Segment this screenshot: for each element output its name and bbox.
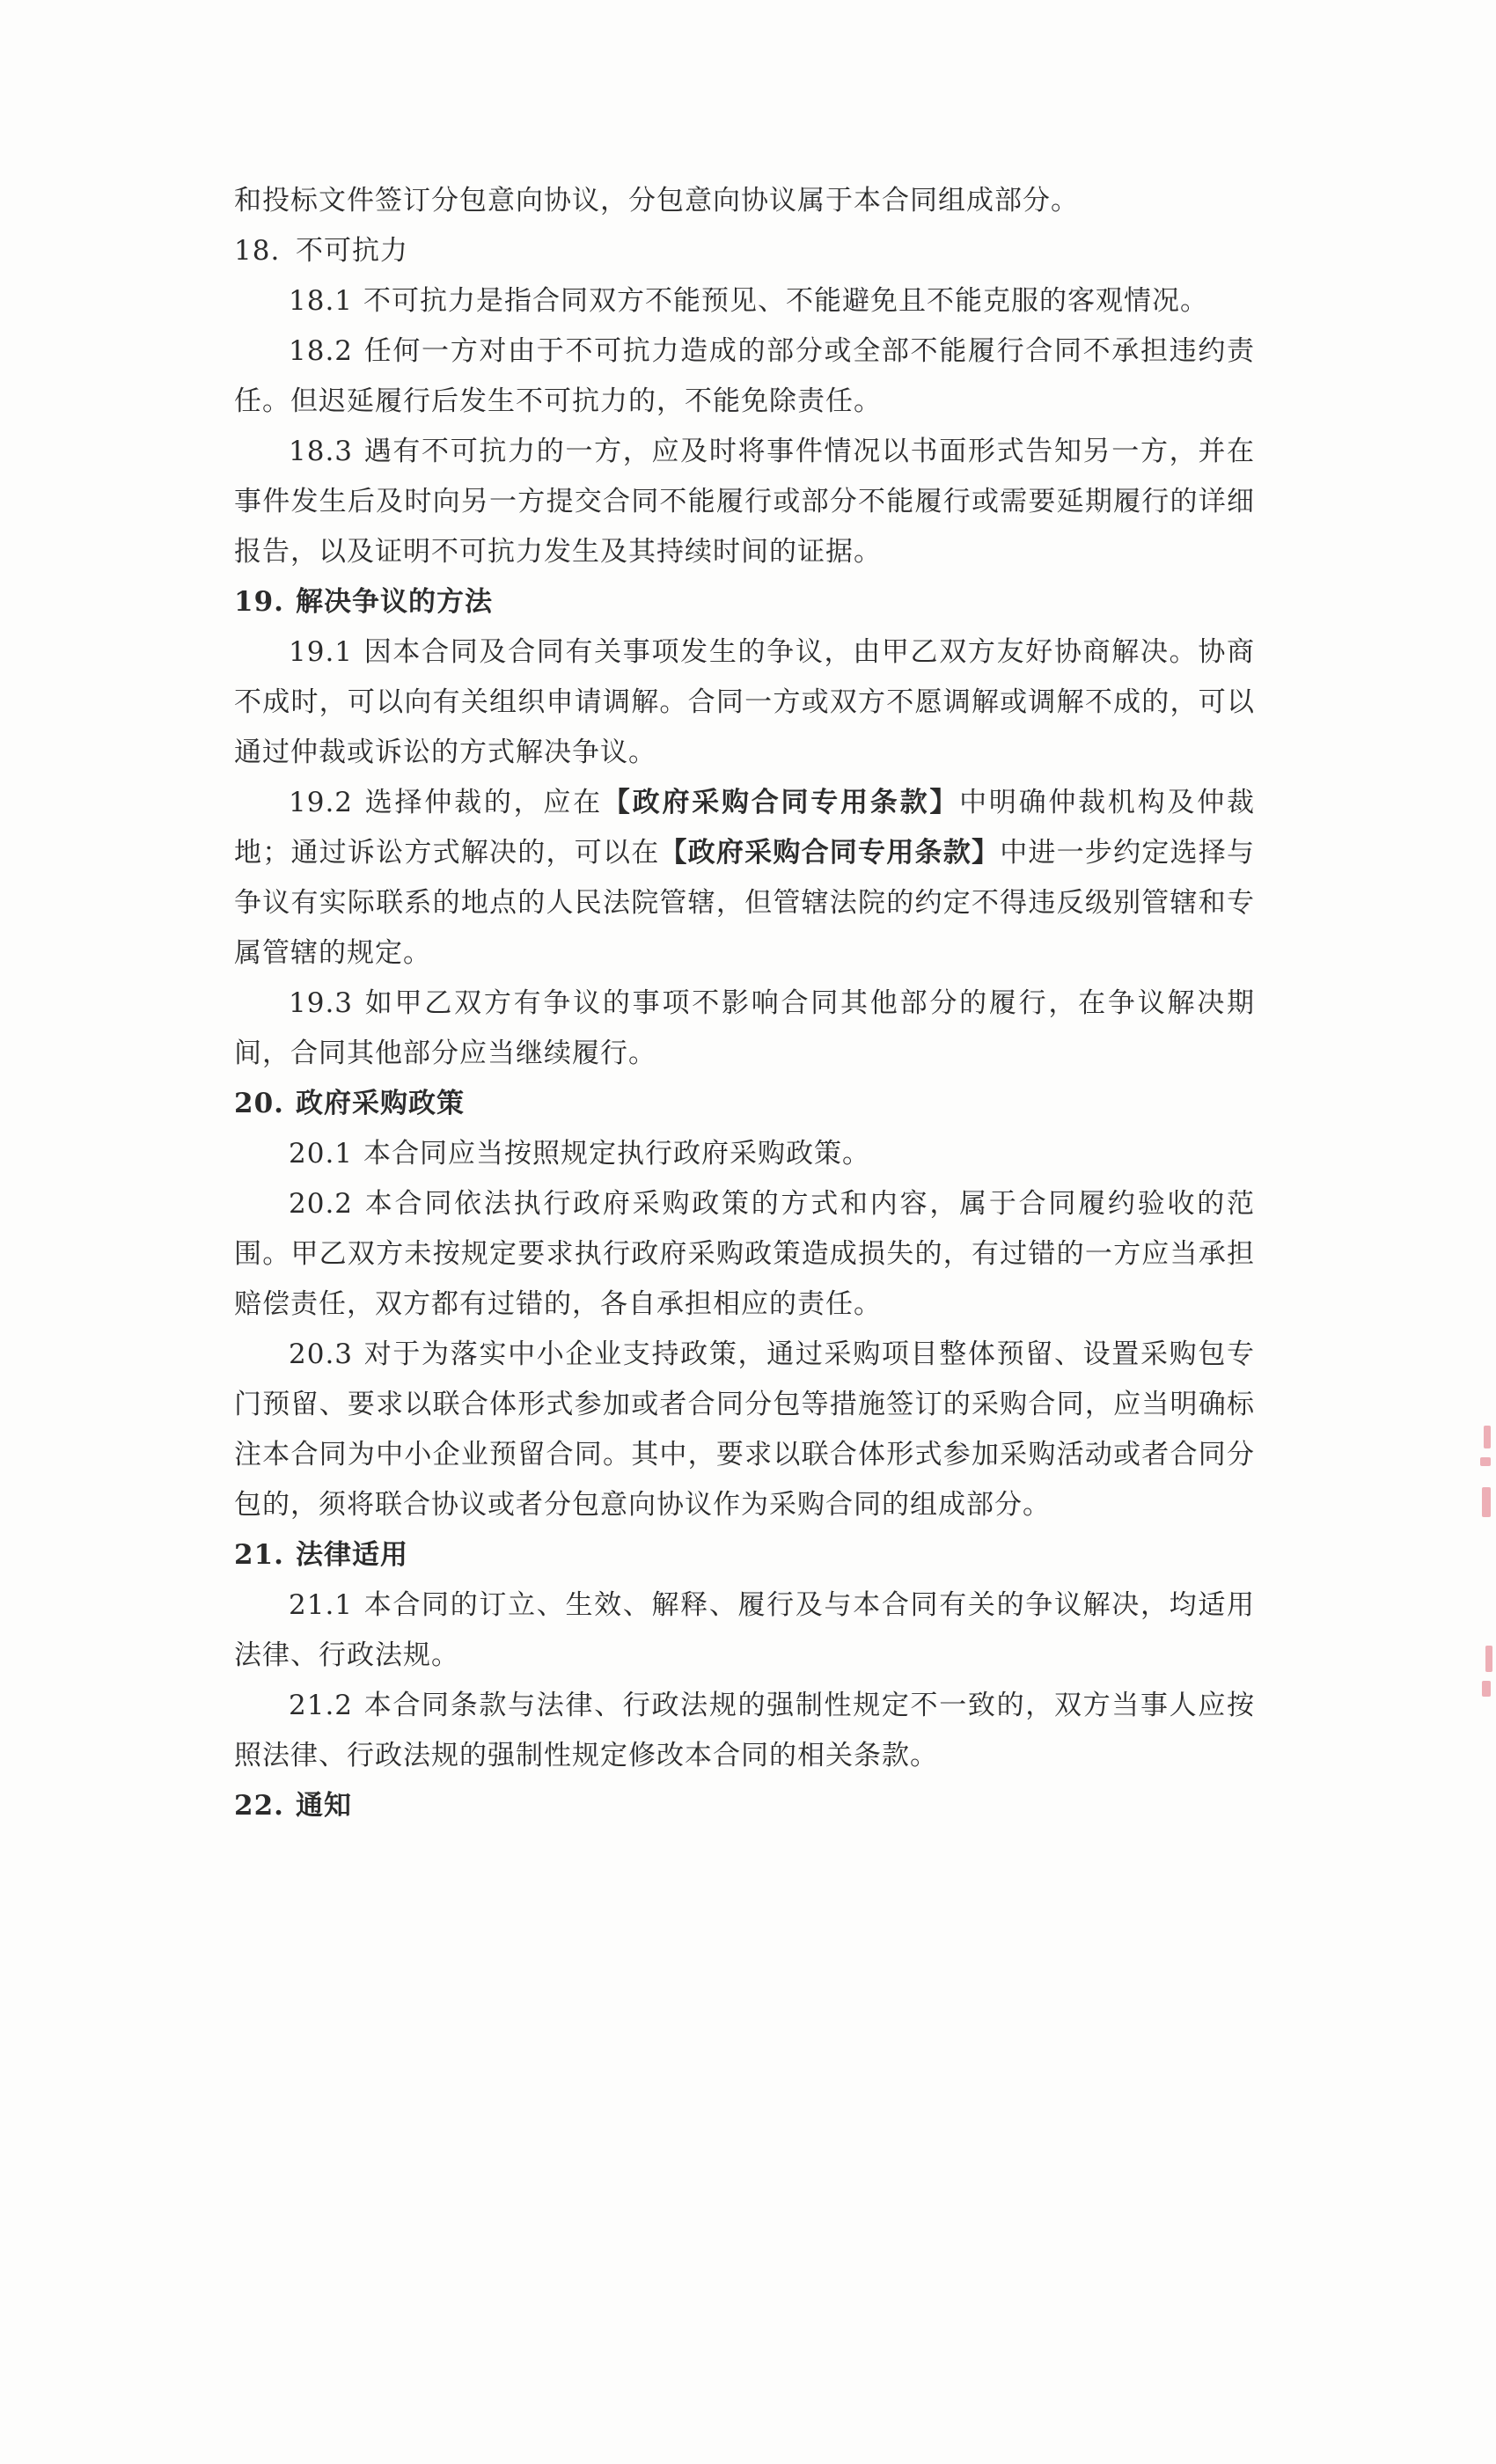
special-terms-reference: 【政府采购合同专用条款】	[602, 787, 960, 818]
seal-stamp-fragment	[1471, 1426, 1496, 1707]
clause-number: 18.3	[289, 436, 354, 467]
section-number: 19.	[234, 586, 284, 618]
clause-text: 因本合同及合同有关事项发生的争议，由甲乙双方友好协商解决。协商不成时，可以向有关组织申请调解。合同一方或双方不愿调解或调解不成的，可以通过仲裁或诉讼的方式解决争议。	[234, 636, 1255, 768]
document-body	[234, 176, 1255, 1831]
section-21	[234, 1530, 1255, 1781]
clause-19-3	[234, 979, 1255, 1079]
clause-number: 19.2	[289, 787, 354, 818]
clause-18-2	[234, 326, 1255, 427]
clause-number: 21.1	[289, 1589, 354, 1621]
section-22	[234, 1781, 1255, 1831]
clause-text: 对于为落实中小企业支持政策，通过采购项目整体预留、设置采购包专门预留、要求以联合体形式参加或者合同分包等措施签订的采购合同，应当明确标注本合同为中小企业预留合同。其中，要求以联合体形式参加采购活动或者合同分包的，须将联合协议或者分包意向协议作为采购合同的组成部分。	[234, 1338, 1255, 1521]
section-heading	[234, 226, 1255, 276]
section-heading	[234, 577, 1255, 627]
clause-text: 如甲乙双方有争议的事项不影响合同其他部分的履行，在争议解决期间，合同其他部分应当继续履行。	[234, 987, 1255, 1069]
section-number: 22.	[234, 1790, 284, 1822]
clause-text-part: 中明确仲裁机构及仲裁地；通过诉讼方式解决的，可以在	[234, 787, 1255, 869]
clause-text-part: 选择仲裁的，应在	[363, 787, 603, 818]
clause-21-2	[234, 1681, 1255, 1781]
clause-number: 19.1	[289, 636, 354, 668]
clause-21-1	[234, 1580, 1255, 1681]
section-heading	[234, 1530, 1255, 1580]
clause-18-3	[234, 427, 1255, 577]
section-number: 21.	[234, 1539, 284, 1571]
section-title: 法律适用	[296, 1539, 408, 1571]
section-number: 20.	[234, 1088, 284, 1119]
section-title: 通知	[296, 1790, 352, 1822]
section-18	[234, 226, 1255, 577]
section-title: 政府采购政策	[296, 1088, 465, 1119]
clause-text: 本合同应当按照规定执行政府采购政策。	[363, 1138, 871, 1170]
clause-19-2	[234, 778, 1255, 979]
clause-text: 本合同的订立、生效、解释、履行及与本合同有关的争议解决，均适用法律、行政法规。	[234, 1589, 1255, 1671]
clause-number: 19.3	[289, 987, 354, 1019]
section-heading	[234, 1781, 1255, 1831]
clause-20-1	[234, 1129, 1255, 1179]
clause-number: 18.2	[289, 335, 354, 367]
section-19	[234, 577, 1255, 1079]
clause-text: 本合同条款与法律、行政法规的强制性规定不一致的，双方当事人应按照法律、行政法规的强制性规定修改本合同的相关条款。	[234, 1690, 1255, 1771]
clause-text: 遇有不可抗力的一方，应及时将事件情况以书面形式告知另一方，并在事件发生后及时向另一方提交合同不能履行或部分不能履行或需要延期履行的详细报告，以及证明不可抗力发生及其持续时间的证据。	[234, 436, 1255, 568]
clause-number: 20.2	[289, 1188, 354, 1220]
section-20	[234, 1079, 1255, 1530]
clause-number: 21.2	[289, 1690, 354, 1721]
intro-line: 和投标文件签订分包意向协议，分包意向协议属于本合同组成部分。	[234, 185, 1079, 216]
clause-number: 20.1	[289, 1138, 354, 1170]
clause-20-3	[234, 1330, 1255, 1530]
clause-19-1	[234, 627, 1255, 778]
clause-text: 本合同依法执行政府采购政策的方式和内容，属于合同履约验收的范围。甲乙双方未按规定要求执行政府采购政策造成损失的，有过错的一方应当承担赔偿责任，双方都有过错的，各自承担相应的责任。	[234, 1188, 1255, 1320]
clause-number: 20.3	[289, 1338, 354, 1370]
section-number: 18.	[234, 235, 281, 267]
clause-text: 任何一方对由于不可抗力造成的部分或全部不能履行合同不承担违约责任。但迟延履行后发生不可抗力的，不能免除责任。	[234, 335, 1255, 417]
clause-18-1	[234, 276, 1255, 326]
clause-text: 不可抗力是指合同双方不能预见、不能避免且不能克服的客观情况。	[363, 285, 1209, 317]
special-terms-reference: 【政府采购合同专用条款】	[659, 837, 1001, 869]
section-heading	[234, 1079, 1255, 1129]
clause-number: 18.1	[289, 285, 354, 317]
section-title: 不可抗力	[296, 235, 408, 267]
section-title: 解决争议的方法	[296, 586, 493, 618]
clause-text-part: 中进一步约定选择与争议有实际联系的地点的人民法院管辖，但管辖法院的约定不得违反级别管辖和专属管辖的规定。	[234, 837, 1256, 969]
clause-20-2	[234, 1179, 1255, 1330]
